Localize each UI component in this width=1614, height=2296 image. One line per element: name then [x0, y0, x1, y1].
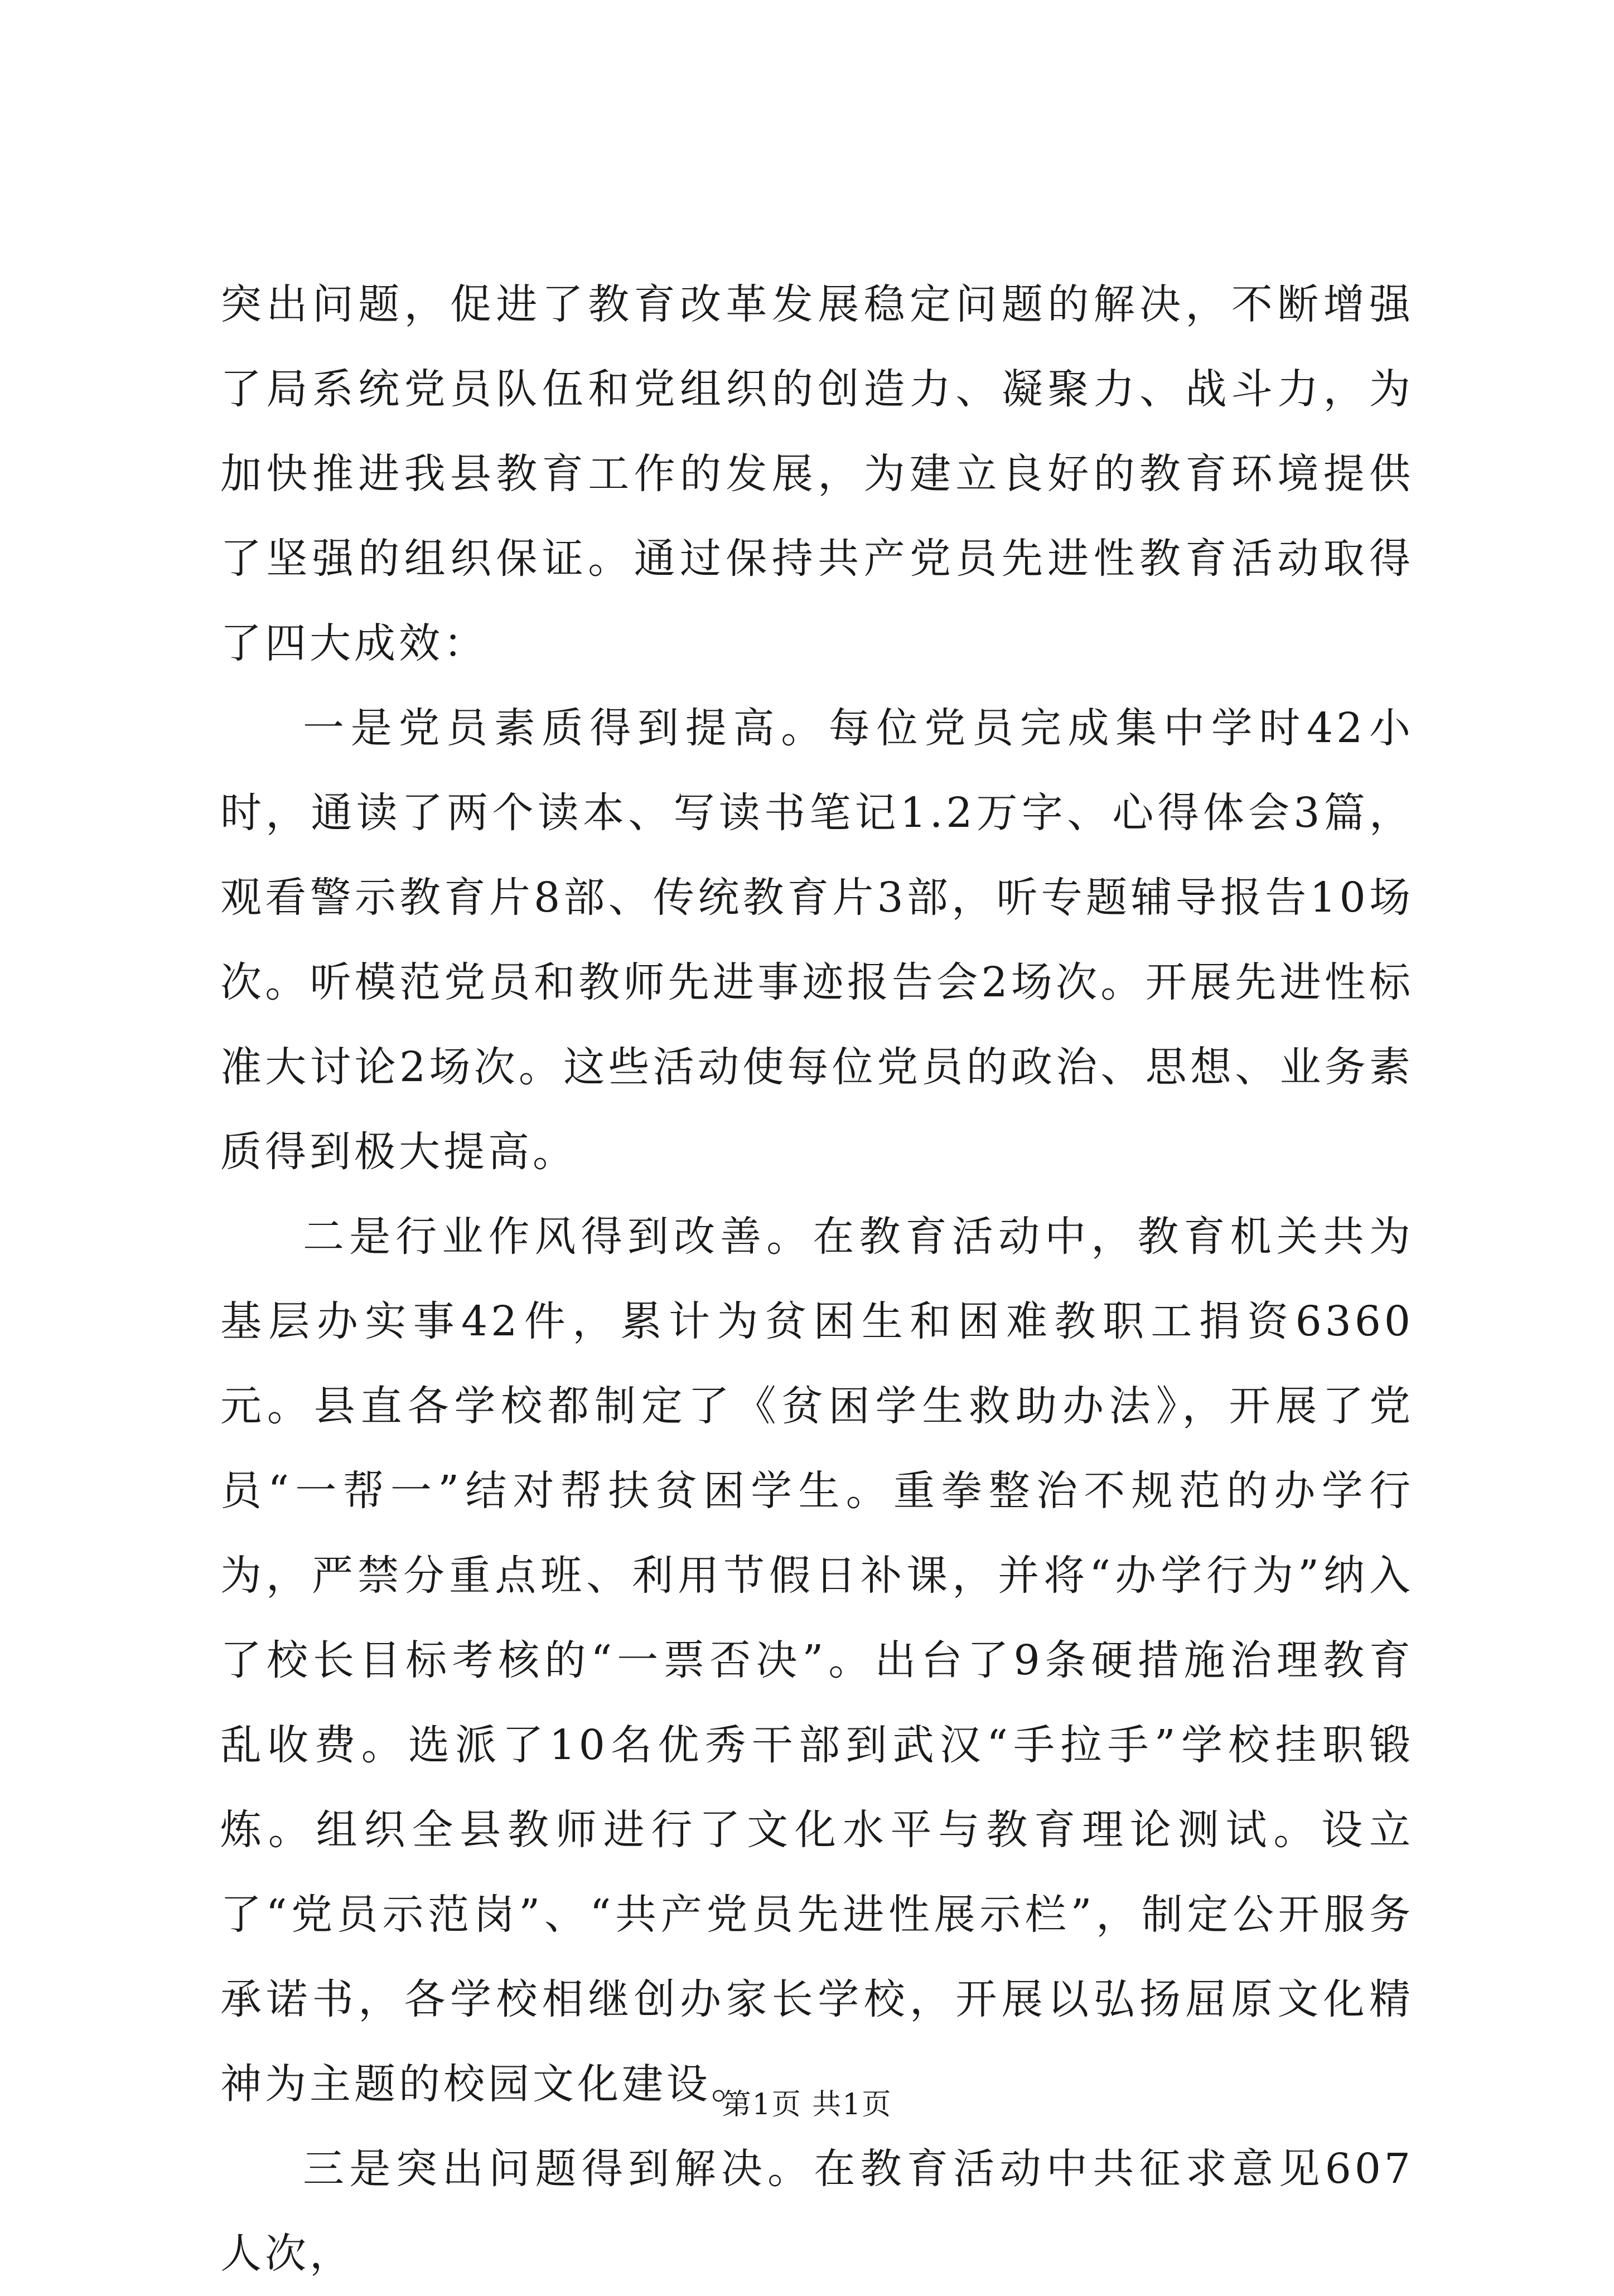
page-footer: 第1页 共1页: [722, 2088, 892, 2121]
paragraph-industry-style: 二是行业作风得到改善。在教育活动中，教育机关共为基层办实事42件，累计为贫困生和困难教职工捐资6360元。县直各学校都制定了《贫困学生救助办法》，开展了党员“一帮一”结对帮扶贫困学生。重拳整治不规范的办学行为，严禁分重点班、利用节假日补课，并将“办学行为”纳入了校长目标考核的“一票否决”。出台了9条硬措施治理教育乱收费。选派了10名优秀干部到武汉“手拉手”学校挂职锻炼。组织全县教师进行了文化水平与教育理论测试。设立了“党员示范岗”、“共产党员先进性展示栏”，制定公开服务承诺书，各学校相继创办家长学校，开展以弘扬屈原文化精神为主题的校园文化建设。: [220, 1213, 1414, 2108]
document-body: [220, 262, 1414, 2296]
paragraph-member-quality: 一是党员素质得到提高。每位党员完成集中学时42小时，通读了两个读本、写读书笔记1.2万字、心得体会3篇，观看警示教育片8部、传统教育片3部，听专题辅导报告10场次。听模范党员和教师先进事迹报告会2场次。开展先进性标准大讨论2场次。这些活动使每位党员的政治、思想、业务素质得到极大提高。: [220, 704, 1414, 1176]
paragraph-problems-solved: 三是突出问题得到解决。在教育活动中共征求意见607人次，: [220, 2145, 1414, 2278]
paragraph-intro: 突出问题，促进了教育改革发展稳定问题的解决，不断增强了局系统党员队伍和党组织的创造力、凝聚力、战斗力，为加快推进我县教育工作的发展，为建立良好的教育环境提供了坚强的组织保证。通过保持共产党员先进性教育活动取得了四大成效：: [220, 280, 1414, 667]
